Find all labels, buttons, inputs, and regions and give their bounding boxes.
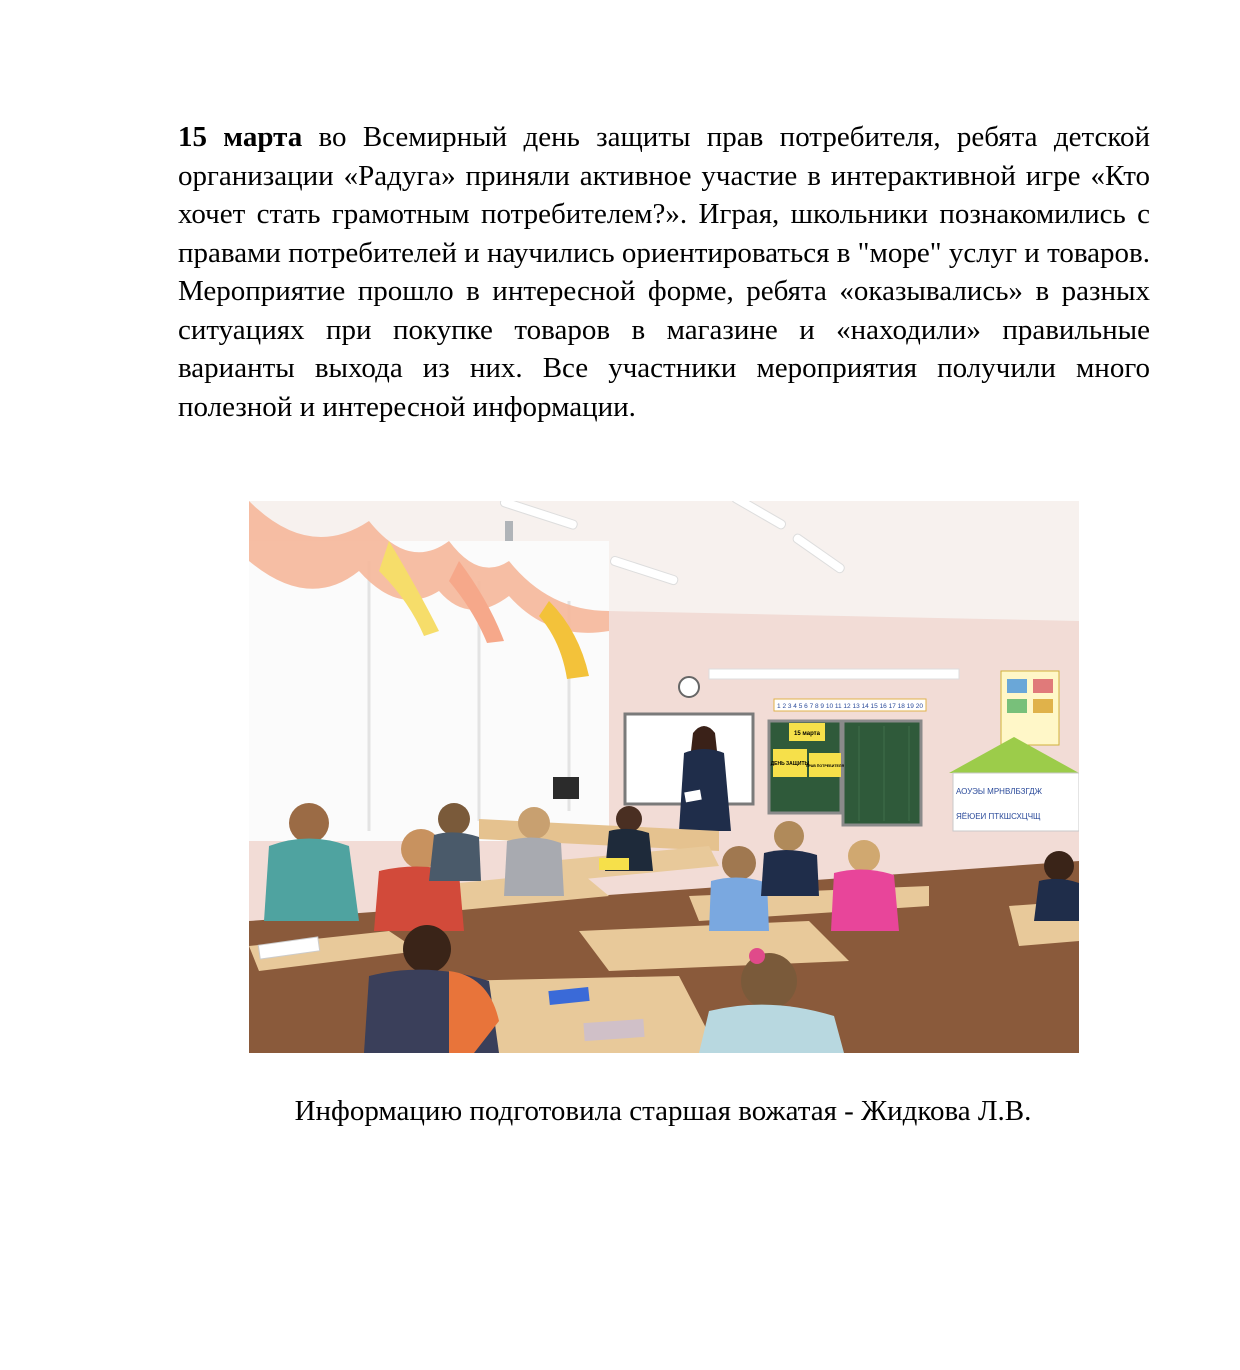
- board-sign-date-text: 15 марта: [794, 731, 820, 737]
- article-text: [178, 118, 1150, 426]
- wall-clock: [679, 677, 699, 697]
- alphabet-row-1: АОУЭЫ МРНВЛБЗГДЖ: [956, 787, 1043, 796]
- alphabet-house: [953, 773, 1079, 831]
- photo-caption: Информацию подготовила старшая вожатая - Жидкова Л.В.: [294, 1095, 1032, 1127]
- article-date: 15 марта: [178, 121, 303, 153]
- monitor: [553, 777, 579, 799]
- classroom-photo: [249, 501, 1079, 1053]
- notebook: [599, 858, 629, 870]
- board-sign-day-text: ДЕНЬ ЗАЩИТЫ: [770, 761, 810, 767]
- article-body: во Всемирный день защиты прав потребителя, ребята детской организации «Радуга» приняли активное участие в интерактивной игре «Кто хочет стать грамотным потребителем?». Играя, школьники познакомились с правами потребителей и научились ориентироваться в "море" услуг и товаров. Мероприятие прошло в интересной форме, ребята «оказывались» в разных ситуациях при покупке товаров в магазине и «находили» правильные варианты выхода из них. Все участники мероприятия получили много полезной и интересной информации.: [178, 121, 1151, 423]
- board-sign-consumer-text: ПРАВ ПОТРЕБИТЕЛЯ: [805, 764, 845, 768]
- alphabet-row-2: ЯЁЮЕИ ПТКШСХЦЧЩ: [956, 812, 1041, 821]
- classroom-illustration: [249, 501, 1079, 1053]
- number-strip-text: 1 2 3 4 5 6 7 8 9 10 11 12 13 14 15 16 17 18 19 20: [777, 703, 923, 710]
- teacher-figure: [679, 749, 731, 831]
- wall-lamp: [709, 669, 959, 679]
